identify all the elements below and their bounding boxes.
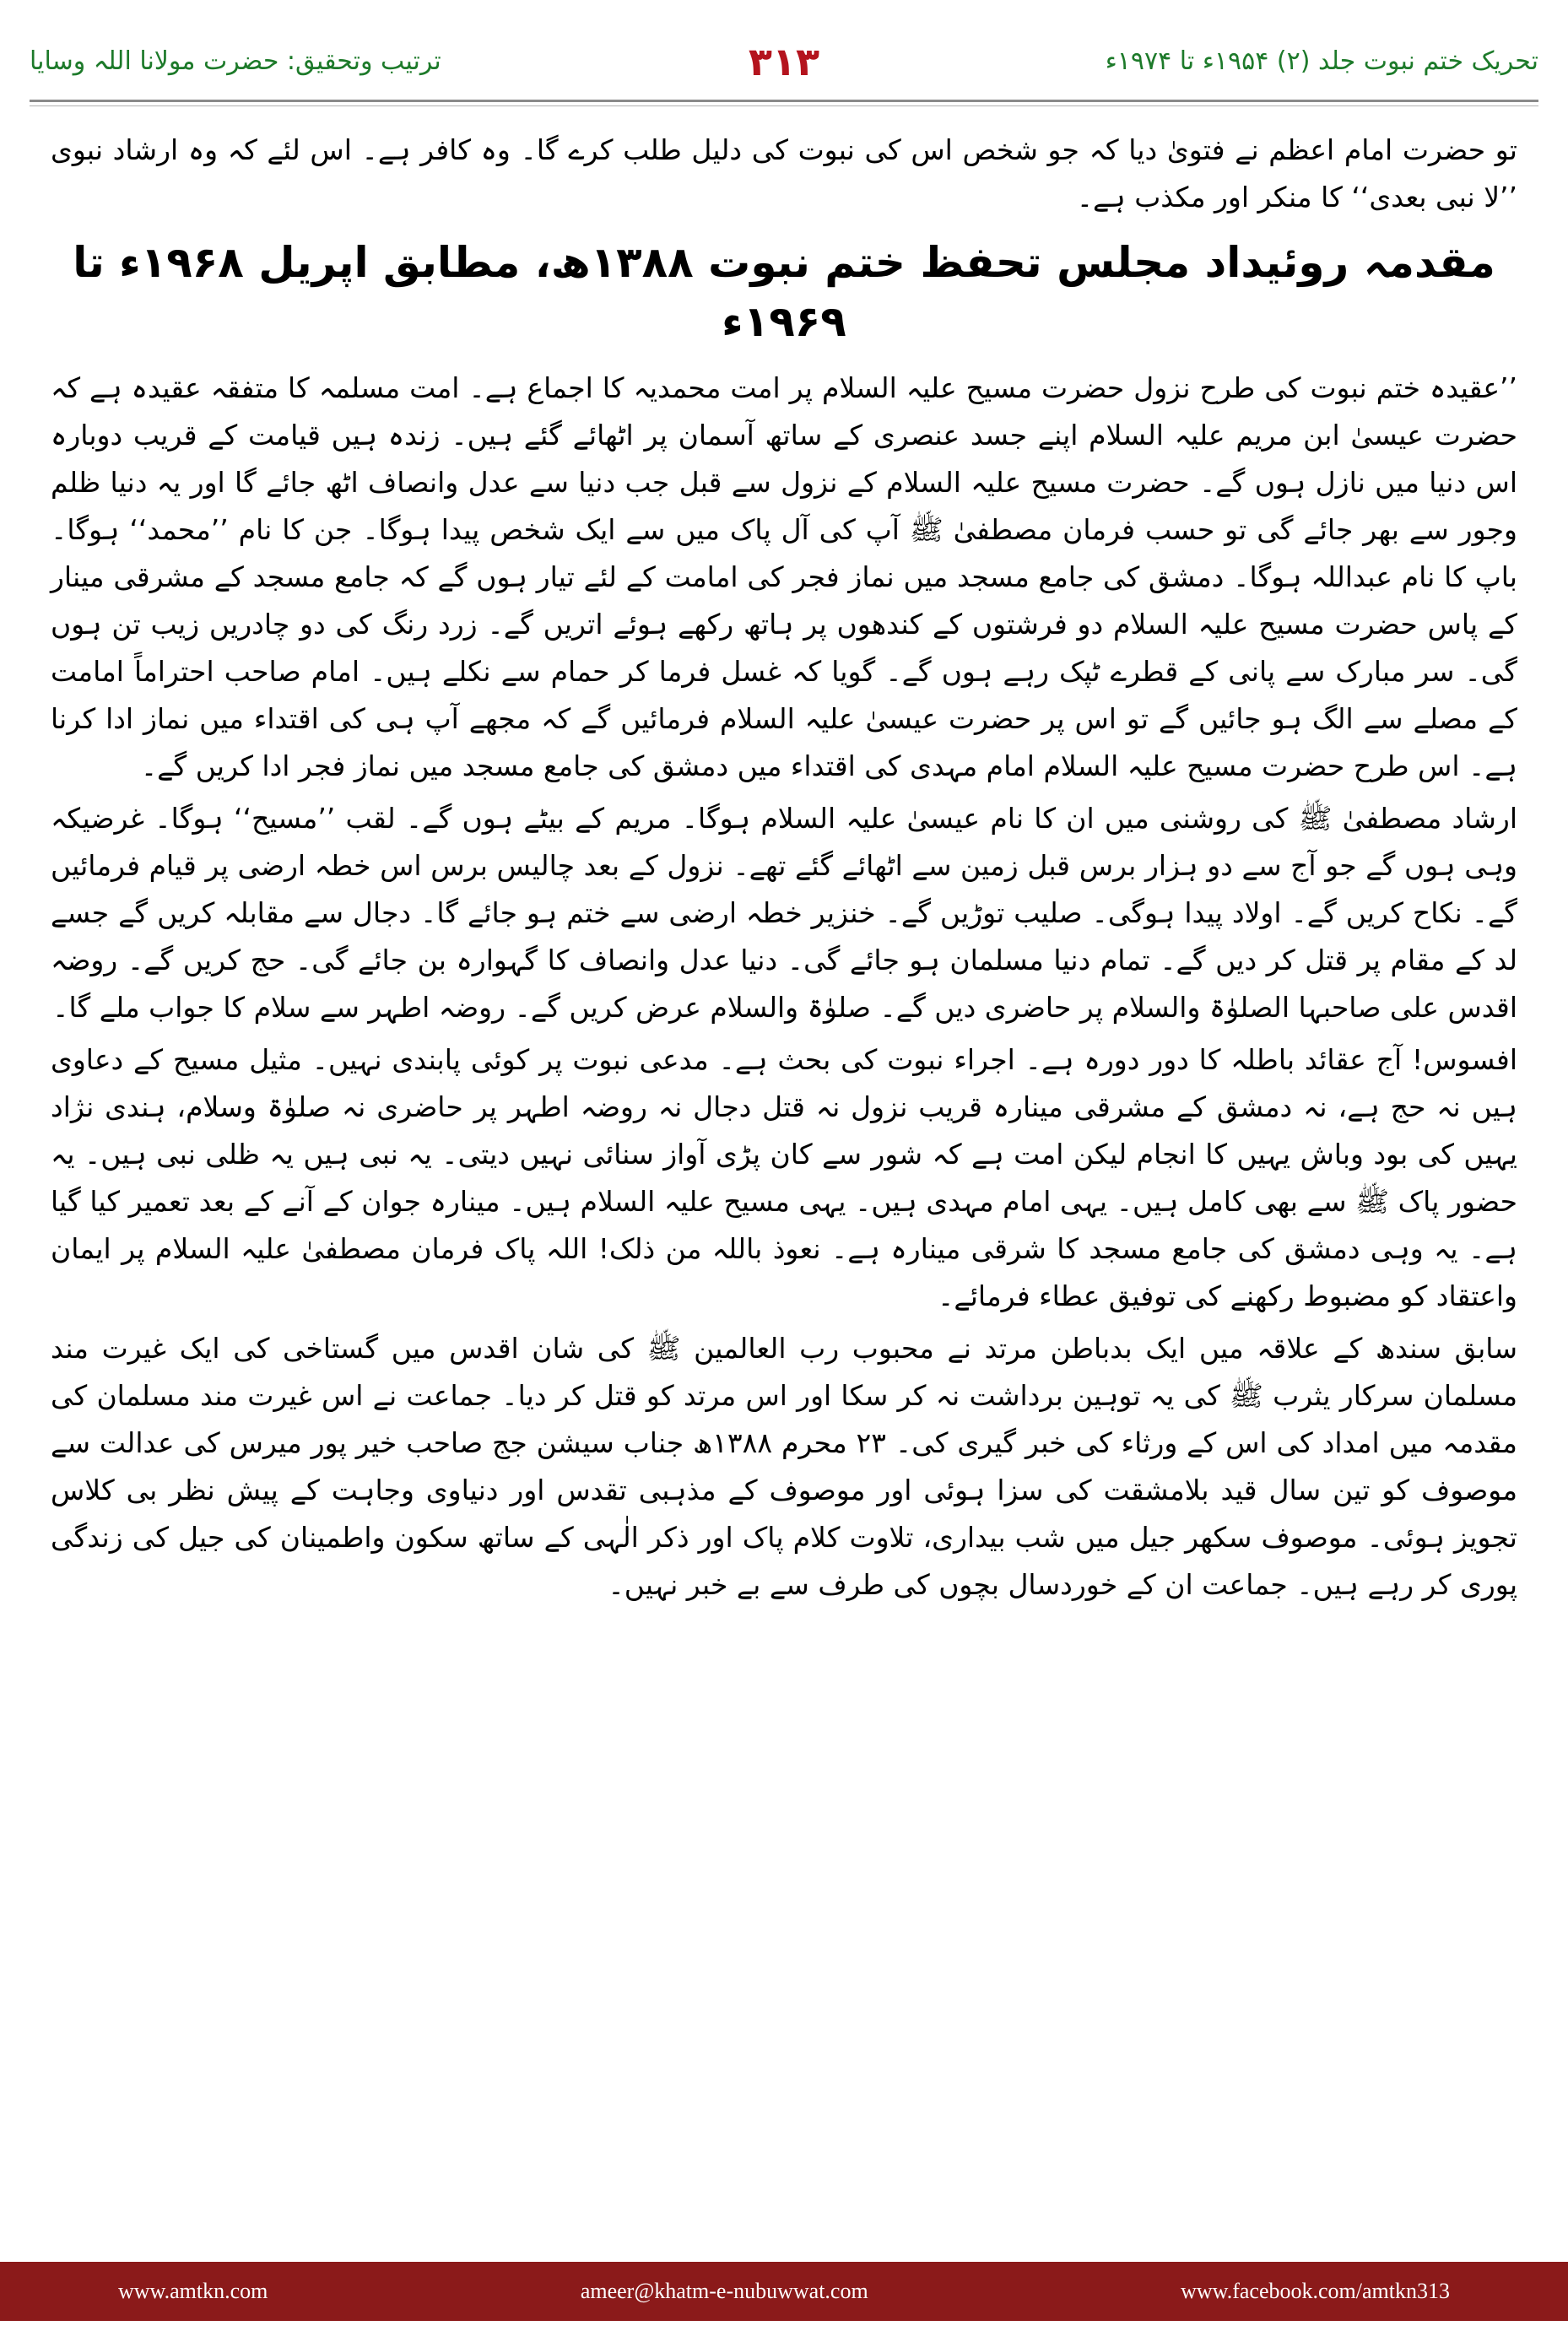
book-title: تحریک ختم نبوت جلد (۲) ۱۹۵۴ء تا ۱۹۷۴ء — [1105, 46, 1538, 76]
body-paragraph-4: سابق سندھ کے علاقہ میں ایک بدباطن مرتد نے محبوب رب العالمین ﷺ کی شان اقدس میں گستاخی کی ایک غیرت مند مسلمان سرکار یثرب ﷺ کی یہ توہین برداشت نہ کر سکا اور اس مرتد کو قتل کر دیا۔ جماعت نے اس غیرت مند مسلمان کی مقدمہ میں امداد کی اس کے ورثاء کی خبر گیری کی۔ ۲۳ محرم ۱۳۸۸ھ جناب سیشن جج صاحب خیر پور میرس کی عدالت سے موصوف کو تین سال قید بلامشقت کی سزا ہوئی اور موصوف کے مذہبی تقدس اور دنیاوی وجاہت کے پیش نظر بی کلاس تجویز ہوئی۔ موصوف سکھر جیل میں شب بیداری، تلاوت کلام پاک اور ذکر الٰہی کے ساتھ سکون واطمینان کی جیل کی زندگی پوری کر رہے ہیں۔ جماعت ان کے خوردسال بچوں کی طرف سے بے خبر نہیں۔ — [51, 1332, 1517, 1601]
page-number: ۳۱۳ — [748, 38, 820, 84]
section-heading: مقدمہ روئیداد مجلس تحفظ ختم نبوت ۱۳۸۸ھ، مطابق اپریل ۱۹۶۸ء تا ۱۹۶۹ء — [73, 238, 1495, 346]
footer-facebook-link[interactable]: www.facebook.com/amtkn313 — [1181, 2279, 1450, 2303]
body-paragraph-1: ’’عقیدہ ختم نبوت کی طرح نزول حضرت مسیح علیہ السلام پر امت محمدیہ کا اجماع ہے۔ امت مسلمہ کا متفقہ عقیدہ ہے کہ حضرت عیسیٰ ابن مریم علیہ السلام اپنے جسد عنصری کے ساتھ آسمان پر اٹھائے گئے ہیں۔ زندہ ہیں قیامت کے قریب دوبارہ اس دنیا میں نازل ہوں گے۔ حضرت مسیح علیہ السلام کے نزول سے قبل جب دنیا سے عدل وانصاف اٹھ جائے گا اور یہ دنیا ظلم وجور سے بھر جائے گی تو حسب فرمان مصطفیٰ ﷺ آپ کی آل پاک میں سے ایک شخص پیدا ہوگا۔ جن کا نام ’’محمد‘‘ ہوگا۔ باپ کا نام عبداللہ ہوگا۔ دمشق کی جامع مسجد میں نماز فجر کی امامت کے لئے تیار ہوں گے کہ جامع مسجد کے مشرقی مینار کے پاس حضرت مسیح علیہ السلام دو فرشتوں کے کندھوں پر ہاتھ رکھے ہوئے اتریں گے۔ زرد رنگ کی دو چادریں زیب تن ہوں گی۔ سر مبارک سے پانی کے قطرے ٹپک رہے ہوں گے۔ گویا کہ غسل فرما کر حمام سے نکلے ہیں۔ امام صاحب احتراماً امامت کے مصلے سے الگ ہو جائیں گے تو اس پر حضرت عیسیٰ علیہ السلام فرمائیں گے کہ مجھے آپ ہی کی اقتداء میں نماز ادا کرنا ہے۔ اس طرح حضرت مسیح علیہ السلام امام مہدی کی اقتداء میں دمشق کی جامع مسجد میں نماز فجر ادا کریں گے۔ — [51, 371, 1517, 782]
page-footer — [0, 2262, 1568, 2321]
page-body — [51, 127, 1517, 2215]
header-divider — [30, 100, 1538, 106]
body-paragraph-3: افسوس! آج عقائد باطلہ کا دور دورہ ہے۔ اجراء نبوت کی بحث ہے۔ مدعی نبوت پر کوئی پابندی نہیں۔ مثیل مسیح کے دعاوی ہیں نہ حج ہے، نہ دمشق کے مشرقی مینارہ قریب نزول نہ قتل دجال نہ روضہ اطہر پر حاضری نہ صلوٰۃ وسلام، ہندی نژاد یہیں کی بود وباش یہیں کا انجام لیکن امت ہے کہ شور سے کان پڑی آواز سنائی نہیں دیتی۔ یہ نبی ہیں یہ ظلی نبی ہیں۔ یہ حضور پاک ﷺ سے بھی کامل ہیں۔ یہی امام مہدی ہیں۔ یہی مسیح علیہ السلام ہیں۔ مینارہ جوان کے آنے کے بعد تعمیر کیا گیا ہے۔ یہ وہی دمشق کی جامع مسجد کا شرقی مینارہ ہے۔ نعوذ باللہ من ذلک! اللہ پاک فرمان مصطفیٰ علیہ السلام پر ایمان واعتقاد کو مضبوط رکھنے کی توفیق عطاء فرمائے۔ — [51, 1043, 1517, 1312]
footer-website-link[interactable]: www.amtkn.com — [118, 2279, 268, 2303]
page-header — [30, 25, 1538, 97]
compiler-credit: ترتیب وتحقیق: حضرت مولانا اللہ وسایا — [30, 46, 441, 76]
intro-paragraph: تو حضرت امام اعظم نے فتویٰ دیا کہ جو شخص اس کی نبوت کی دلیل طلب کرے گا۔ وہ کافر ہے۔ اس لئے کہ وہ ارشاد نبوی ’’لا نبی بعدی‘‘ کا منکر اور مکذب ہے۔ — [51, 133, 1517, 214]
footer-email-link[interactable]: ameer@khatm-e-nubuwwat.com — [580, 2279, 868, 2303]
body-paragraph-2: ارشاد مصطفیٰ ﷺ کی روشنی میں ان کا نام عیسیٰ علیہ السلام ہوگا۔ مریم کے بیٹے ہوں گے۔ لقب ’’مسیح‘‘ ہوگا۔ غرضیکہ وہی ہوں گے جو آج سے دو ہزار برس قبل زمین سے اٹھائے گئے تھے۔ نزول کے بعد چالیس برس اس خطہ ارضی پر قیام فرمائیں گے۔ نکاح کریں گے۔ اولاد پیدا ہوگی۔ صلیب توڑیں گے۔ خنزیر خطہ ارضی سے ختم ہو جائے گا۔ دجال سے مقابلہ کریں گے جسے لد کے مقام پر قتل کر دیں گے۔ تمام دنیا مسلمان ہو جائے گی۔ دنیا عدل وانصاف کا گہوارہ بن جائے گی۔ حج کریں گے۔ روضہ اقدس علی صاحبہا الصلوٰۃ والسلام پر حاضری دیں گے۔ صلوٰۃ والسلام عرض کریں گے۔ روضہ اطہر سے سلام کا جواب ملے گا۔ — [51, 802, 1517, 1024]
